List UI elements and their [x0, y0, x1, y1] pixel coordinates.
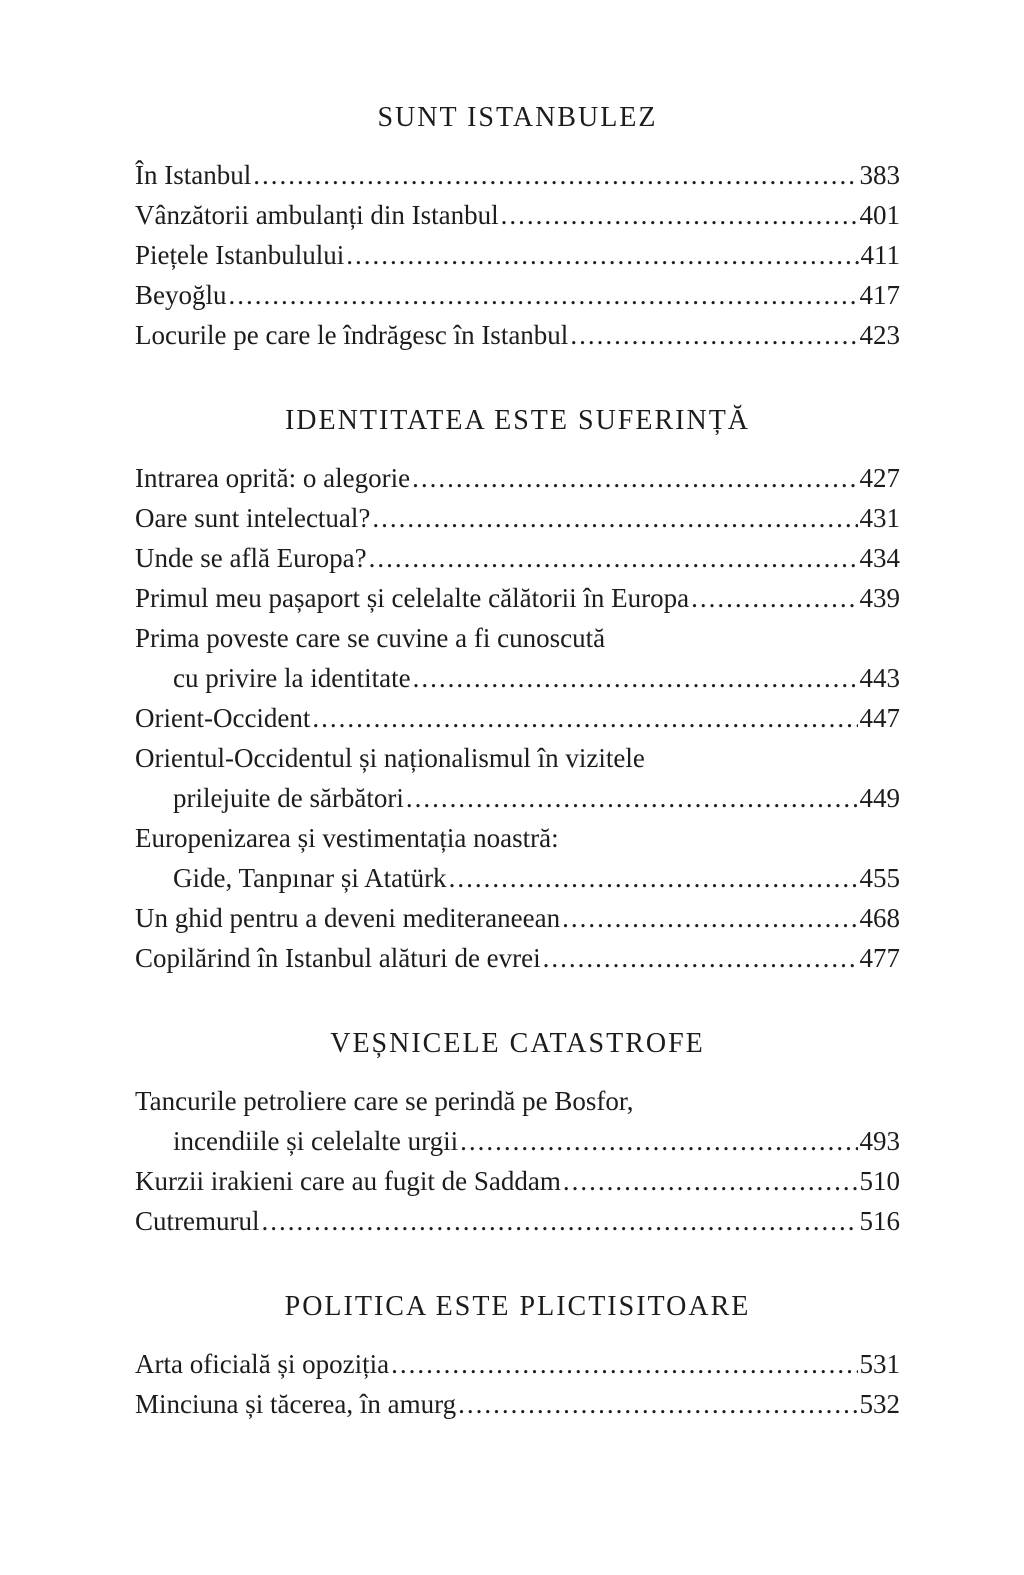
section-title: SUNT ISTANBULEZ [377, 102, 658, 133]
toc-page-number: 401 [859, 200, 900, 230]
toc-section [135, 1289, 900, 1424]
toc-dot-leader [562, 898, 857, 938]
toc-dot-leader [458, 1384, 857, 1424]
toc-dot-leader [372, 498, 857, 538]
toc-page-number: 439 [859, 583, 900, 613]
section-title: VEȘNICELE CATASTROFE [330, 1028, 705, 1059]
toc-section [135, 403, 900, 978]
toc-entry-text: Intrarea oprită: o alegorie [135, 463, 411, 493]
toc-page-number: 516 [859, 1206, 900, 1236]
toc-entry-text: Tancurile petroliere care se perindă pe Bosfor, [135, 1086, 634, 1116]
toc-dot-leader [346, 235, 858, 275]
toc-dot-leader [412, 458, 857, 498]
toc-page-number: 449 [859, 783, 900, 813]
toc-entry-text: Vânzătorii ambulanți din Istanbul [135, 200, 499, 230]
toc-entry-text: Unde se află Europa? [135, 543, 367, 573]
toc-entry-line [135, 578, 900, 618]
toc-page-number: 427 [859, 463, 900, 493]
toc-entry-line [135, 738, 900, 778]
toc-dot-leader [253, 155, 857, 195]
toc-entry-line [135, 275, 900, 315]
toc-entry-text: Prima poveste care se cuvine a fi cunoscută [135, 623, 606, 653]
toc-entry-line [135, 1201, 900, 1241]
toc-entry-text: Arta oficială și opoziția [135, 1349, 390, 1379]
toc-entry-text: Minciuna și tăcerea, în amurg [135, 1389, 457, 1419]
toc-entry-text: Copilărind în Istanbul alături de evrei [135, 943, 541, 973]
toc-entry-text: Piețele Istanbulului [135, 240, 345, 270]
toc-page-number: 477 [859, 943, 900, 973]
toc-entry-line [135, 818, 900, 858]
toc-entry-text: incendiile și celelalte urgii [173, 1126, 459, 1156]
toc-entry-line [135, 1344, 900, 1384]
toc-entry-text: Un ghid pentru a deveni mediteraneean [135, 903, 561, 933]
toc-page-number: 434 [859, 543, 900, 573]
toc-sections [135, 100, 900, 1424]
toc-entry-line [135, 458, 900, 498]
toc-dot-leader [229, 275, 858, 315]
toc-entry-line [135, 1121, 900, 1161]
toc-dot-leader [449, 858, 858, 898]
toc-entry-text: Kurzii irakieni care au fugit de Saddam [135, 1166, 561, 1196]
toc-entry-text: Orientul-Occidentul și naționalismul în vizitele [135, 743, 645, 773]
toc-entry-line [135, 618, 900, 658]
toc-dot-leader [261, 1201, 857, 1241]
toc-entry-text: cu privire la identitate [173, 663, 411, 693]
toc-dot-leader [563, 1161, 858, 1201]
toc-dot-leader [691, 578, 857, 618]
toc-dot-leader [543, 938, 858, 978]
toc-section [135, 100, 900, 355]
toc-entry-line [135, 1081, 900, 1121]
toc-dot-leader [369, 538, 858, 578]
toc-entry-text: prilejuite de sărbători [173, 783, 404, 813]
toc-entry-line [135, 235, 900, 275]
toc-page-number: 531 [859, 1349, 900, 1379]
toc-entry-line [135, 778, 900, 818]
section-title: POLITICA ESTE PLICTISITOARE [284, 1291, 751, 1322]
toc-entry-line [135, 858, 900, 898]
toc-entry-text: Cutremurul [135, 1206, 260, 1236]
toc-dot-leader [406, 778, 858, 818]
toc-page-number: 447 [859, 703, 900, 733]
toc-page-number: 468 [859, 903, 900, 933]
toc-entry-text: Oare sunt intelectual? [135, 503, 371, 533]
toc-page-number: 455 [859, 863, 900, 893]
toc-entry-line [135, 938, 900, 978]
toc-entry-line [135, 698, 900, 738]
toc-entry-text: Europenizarea și vestimentația noastră: [135, 823, 559, 853]
toc-page-number: 431 [859, 503, 900, 533]
toc-entry-text: Primul meu pașaport și celelalte călătorii în Europa [135, 583, 690, 613]
toc-dot-leader [460, 1121, 857, 1161]
toc-page-number: 532 [859, 1389, 900, 1419]
toc-entry-line [135, 1384, 900, 1424]
toc-dot-leader [312, 698, 857, 738]
toc-entry-line [135, 315, 900, 355]
toc-entry-line [135, 155, 900, 195]
section-title: IDENTITATEA ESTE SUFERINȚĂ [284, 405, 751, 436]
toc-entry-text: În Istanbul [135, 160, 252, 190]
toc-entry-line [135, 498, 900, 538]
toc-page-number: 443 [859, 663, 900, 693]
toc-page-number: 411 [860, 240, 900, 270]
toc-entry-line [135, 898, 900, 938]
toc-page-number: 423 [859, 320, 900, 350]
toc-page-number: 383 [859, 160, 900, 190]
toc-entry-line [135, 538, 900, 578]
toc-page-number: 417 [859, 280, 900, 310]
toc-entry-line [135, 658, 900, 698]
toc-section [135, 1026, 900, 1241]
toc-entry-line [135, 195, 900, 235]
toc-entry-text: Locurile pe care le îndrăgesc în Istanbul [135, 320, 569, 350]
toc-dot-leader [570, 315, 857, 355]
toc-entry-text: Beyoğlu [135, 280, 227, 310]
toc-dot-leader [413, 658, 858, 698]
toc-page-number: 510 [859, 1166, 900, 1196]
toc-entry-text: Orient-Occident [135, 703, 311, 733]
toc-dot-leader [501, 195, 858, 235]
toc-entry-line [135, 1161, 900, 1201]
toc-entry-text: Gide, Tanpınar și Atatürk [173, 863, 447, 893]
toc-dot-leader [391, 1344, 857, 1384]
toc-page-number: 493 [859, 1126, 900, 1156]
